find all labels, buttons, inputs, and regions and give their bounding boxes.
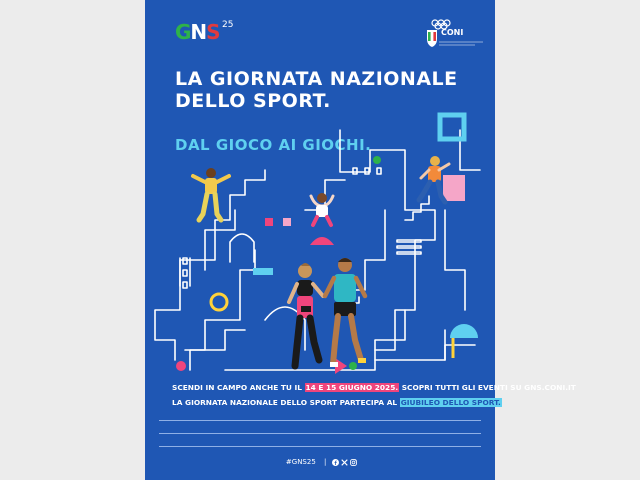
gns-logo-g: G [175, 20, 191, 44]
instagram-icon[interactable] [350, 459, 357, 466]
footer-separator: | [324, 458, 327, 466]
event-date-highlight: 14 E 15 GIUGNO 2025. [305, 383, 399, 392]
poster [145, 0, 576, 480]
gns-logo [175, 22, 220, 42]
blank-rule-1 [159, 420, 481, 421]
jubilee-info-line [172, 398, 502, 407]
jubilee-highlight: GIUBILEO DELLO SPORT. [400, 398, 501, 407]
gns-logo-s: S [206, 20, 220, 44]
event-info-post: SCOPRI TUTTI GLI EVENTI SU GNS.CONI.IT [401, 383, 576, 392]
event-info-pre: SCENDI IN CAMPO ANCHE TU IL [172, 383, 302, 392]
gns-logo-number: 25 [222, 20, 234, 30]
green-dot [373, 156, 381, 164]
subline: DAL GIOCO AI GIOCHI. [175, 136, 372, 154]
hashtag: #GNS25 [285, 458, 316, 466]
coni-label: CONI [441, 28, 464, 37]
footer [145, 458, 495, 466]
child-jumping-figure [185, 166, 235, 224]
blank-rule-2 [159, 433, 481, 434]
blank-rule-3 [159, 446, 481, 447]
jubilee-info-pre: LA GIORNATA NAZIONALE DELLO SPORT PARTECIPA AL [172, 398, 398, 407]
facebook-icon[interactable] [332, 459, 339, 466]
gns-logo-n: N [190, 20, 207, 44]
girl-stretching-figure [305, 192, 339, 228]
headline [175, 68, 475, 112]
headline-line2: DELLO SPORT. [175, 90, 331, 112]
boy-climbing-figure [413, 154, 453, 206]
event-info-line [172, 383, 576, 392]
male-runner-figure [321, 256, 371, 370]
headline-line1: LA GIORNATA NAZIONALE [175, 68, 458, 90]
x-icon[interactable] [341, 459, 348, 466]
